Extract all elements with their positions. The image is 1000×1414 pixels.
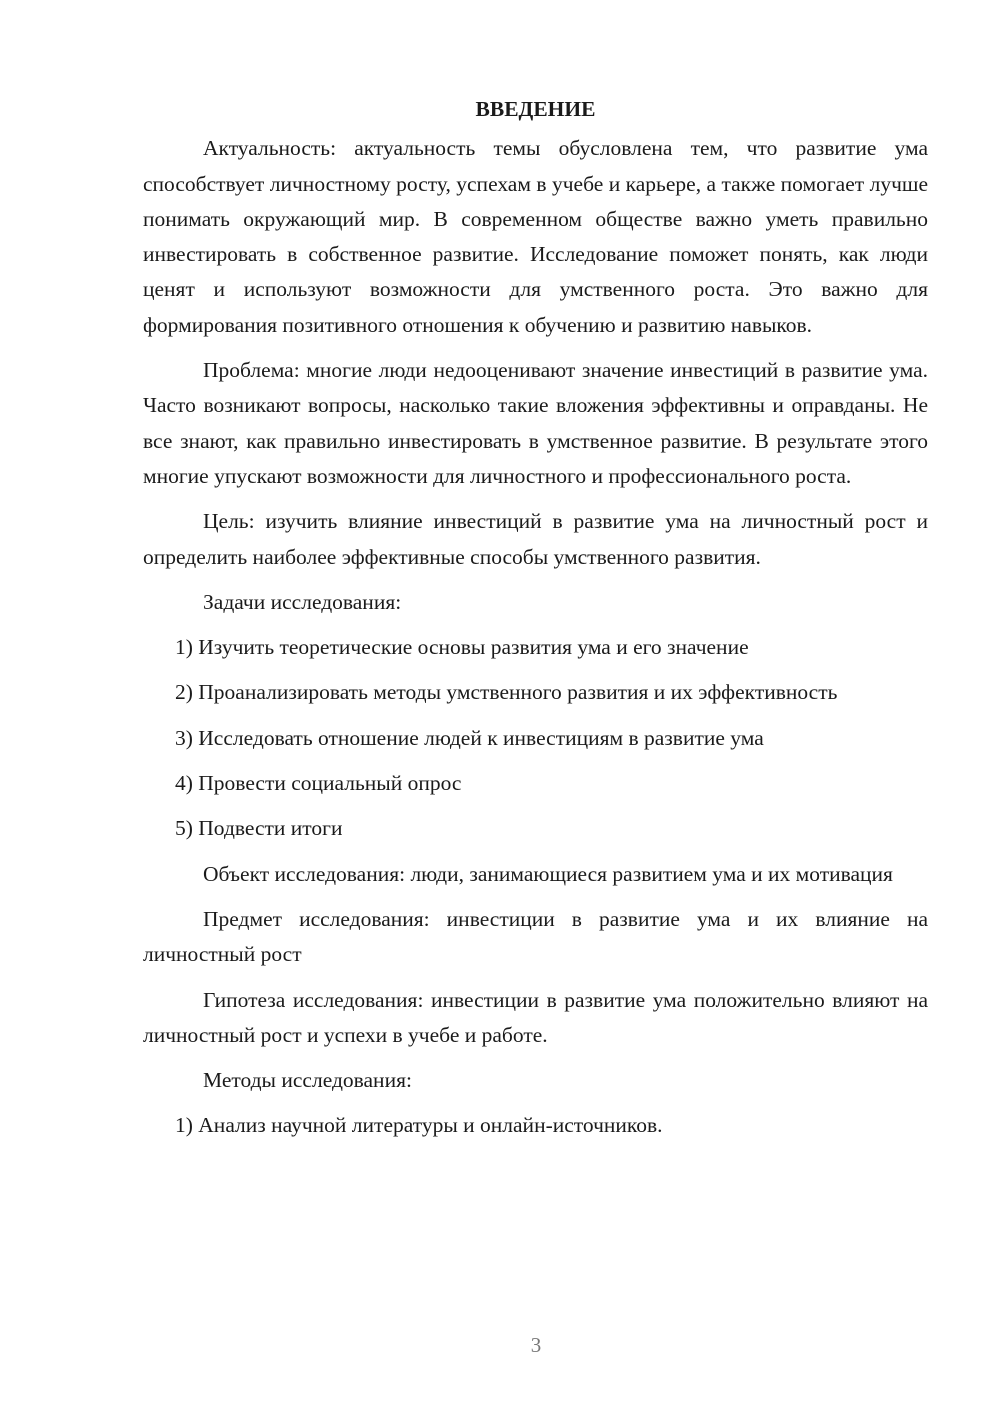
task-item-1: 1) Изучить теоретические основы развития ума и его значение <box>175 635 749 660</box>
relevance-paragraph: Актуальность: актуальность темы обусловлена тем, что развитие ума способствует личностному росту, успехам в учебе и карьере, а также помогает лучше понимать окружающий мир. В современном обществе важно уметь правильно инвестировать в собственное развитие. Исследование поможет понять, как люди ценят и используют возможности для умственного роста. Это важно для формирования позитивного отношения к обучению и развитию навыков. <box>143 136 928 337</box>
task-item-3: 3) Исследовать отношение людей к инвестициям в развитие ума <box>175 725 764 750</box>
goal-paragraph: Цель: изучить влияние инвестиций в развитие ума на личностный рост и определить наиболее эффективные способы умственного развития. <box>143 509 928 569</box>
page-number: 3 <box>530 1333 542 1357</box>
task-item-5: 5) Подвести итоги <box>175 816 343 841</box>
tasks-heading: Задачи исследования: <box>203 589 402 614</box>
problem-paragraph: Проблема: многие люди недооценивают значение инвестиций в развитие ума. Часто возникают вопросы, насколько такие вложения эффективны и оправданы. Не все знают, как правильно инвестировать в умственное развитие. В результате этого многие упускают возможности для личностного и профессионального роста. <box>143 358 928 488</box>
hypothesis-paragraph: Гипотеза исследования: инвестиции в развитие ума положительно влияют на личностный рост и успехи в учебе и работе. <box>143 987 928 1047</box>
subject-paragraph: Предмет исследования: инвестиции в развитие ума и их влияние на личностный рост <box>143 906 928 967</box>
section-title: ВВЕДЕНИЕ <box>475 97 596 121</box>
task-item-4: 4) Провести социальный опрос <box>175 771 462 796</box>
document-page <box>143 92 928 1154</box>
task-item-2: 2) Проанализировать методы умственного развития и их эффективность <box>175 680 838 705</box>
method-item-1: 1) Анализ научной литературы и онлайн-источников. <box>175 1113 663 1138</box>
methods-heading: Методы исследования: <box>203 1068 412 1093</box>
object-paragraph: Объект исследования: люди, занимающиеся развитием ума и их мотивация <box>203 861 893 886</box>
